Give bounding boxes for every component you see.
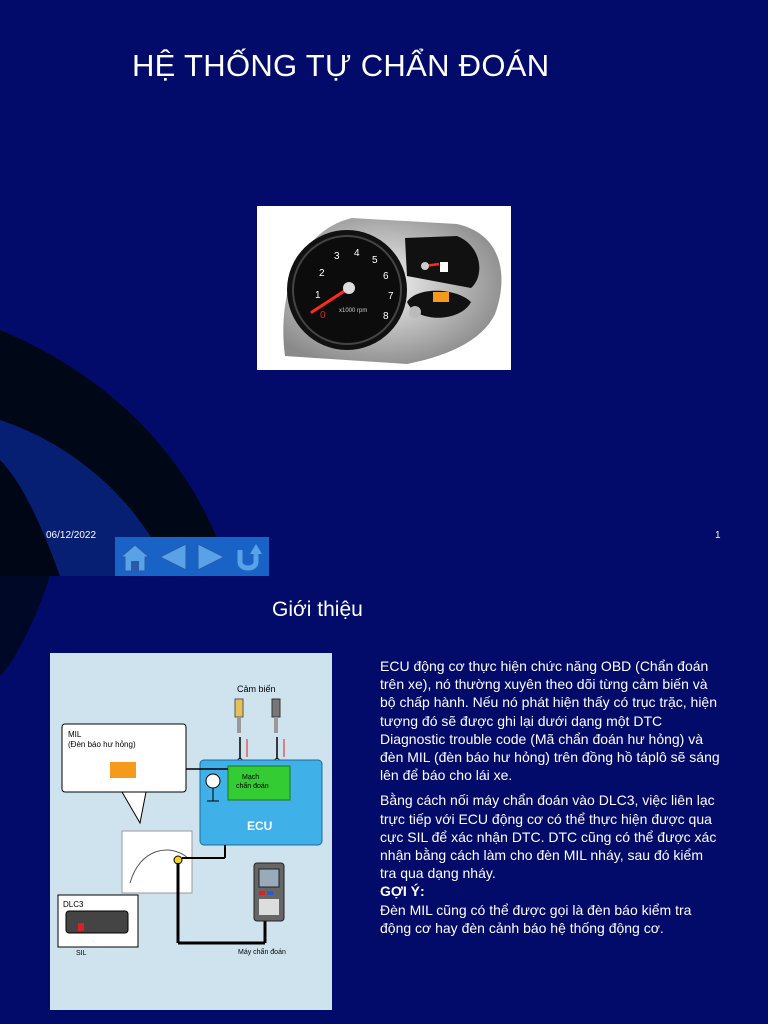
footer-date: 06/12/2022 bbox=[46, 530, 97, 541]
return-button[interactable] bbox=[232, 540, 266, 574]
dashboard-gauge-image bbox=[257, 206, 511, 370]
dlc3-connector bbox=[66, 911, 128, 933]
circuit-label-line2: chẩn đoán bbox=[236, 783, 269, 790]
home-icon bbox=[118, 540, 152, 574]
intro-text bbox=[380, 657, 720, 937]
tach-hub bbox=[343, 282, 355, 294]
return-icon bbox=[232, 540, 266, 574]
tach-tick-8: 8 bbox=[383, 311, 389, 322]
previous-slide-button[interactable] bbox=[156, 540, 190, 574]
scanner-label: Máy chẩn đoán bbox=[238, 949, 286, 956]
section-title: Giới thiệu bbox=[272, 598, 363, 621]
tach-tick-1: 1 bbox=[315, 290, 321, 301]
hint-text: Đèn MIL cũng có thể được gọi là đèn báo kiểm tra động cơ hay đèn cảnh báo hệ thống động cơ. bbox=[380, 901, 692, 936]
arrow-left-icon bbox=[156, 540, 190, 574]
footer-page-number: 1 bbox=[715, 530, 721, 541]
ecu-label: ECU bbox=[247, 819, 273, 833]
sensor-label: Cảm biến bbox=[237, 684, 276, 694]
tach-tick-4: 4 bbox=[354, 248, 360, 259]
dlc3-label: DLC3 bbox=[63, 900, 84, 909]
check-engine-icon bbox=[110, 762, 136, 778]
circuit-label-line1: Mạch bbox=[242, 774, 260, 781]
paragraph-dlc3: Bằng cách nối máy chẩn đoán vào DLC3, việc liên lạc trực tiếp với ECU động cơ có thể thực hiện được qua cực SIL để xác nhận DTC. DTC cũng có thể được xác nhận bằng cách làm cho đèn MIL nháy, sau đó kiểm tra qua dạng nháy. bbox=[380, 792, 717, 882]
arrow-right-icon bbox=[194, 540, 228, 574]
sil-pin bbox=[78, 923, 84, 931]
fuel-pump-icon bbox=[440, 262, 448, 272]
tach-tick-7: 7 bbox=[388, 291, 394, 302]
home-button[interactable] bbox=[118, 540, 152, 574]
next-slide-button[interactable] bbox=[194, 540, 228, 574]
tach-tick-5: 5 bbox=[372, 255, 378, 266]
sil-label: SIL bbox=[76, 950, 87, 957]
slide-navigation-bar bbox=[115, 537, 269, 576]
tach-tick-3: 3 bbox=[334, 251, 340, 262]
slide-2 bbox=[0, 576, 768, 1024]
check-engine-icon bbox=[433, 292, 449, 302]
tach-tick-0: 0 bbox=[320, 310, 326, 321]
tach-tick-6: 6 bbox=[383, 271, 389, 282]
tach-unit-label: x1000 rpm bbox=[339, 308, 368, 314]
mil-label: MIL bbox=[68, 730, 82, 739]
paragraph-ecu-obd: ECU động cơ thực hiện chức năng OBD (Chẩn đoán trên xe), nó thường xuyên theo dõi từng cảm biến và bộ chấp hành. Nếu nó phát hiện thấy có trục trặc, hiện tượng đó sẽ được ghi lại dưới dạng một DTC Diagnostic trouble code (Mã chẩn đoán hư hỏng) và đèn MIL (đèn báo hư hỏng) trên đồng hồ táplô sẽ sáng lên để báo cho lái xe. bbox=[380, 658, 720, 784]
slide-title: HỆ THỐNG TỰ CHẨN ĐOÁN bbox=[132, 48, 550, 83]
mil-sublabel: (Đèn báo hư hỏng) bbox=[68, 740, 136, 749]
hint-label: GỢI Ý: bbox=[380, 883, 425, 900]
obd-system-diagram bbox=[50, 653, 332, 1010]
tach-tick-2: 2 bbox=[319, 268, 325, 279]
